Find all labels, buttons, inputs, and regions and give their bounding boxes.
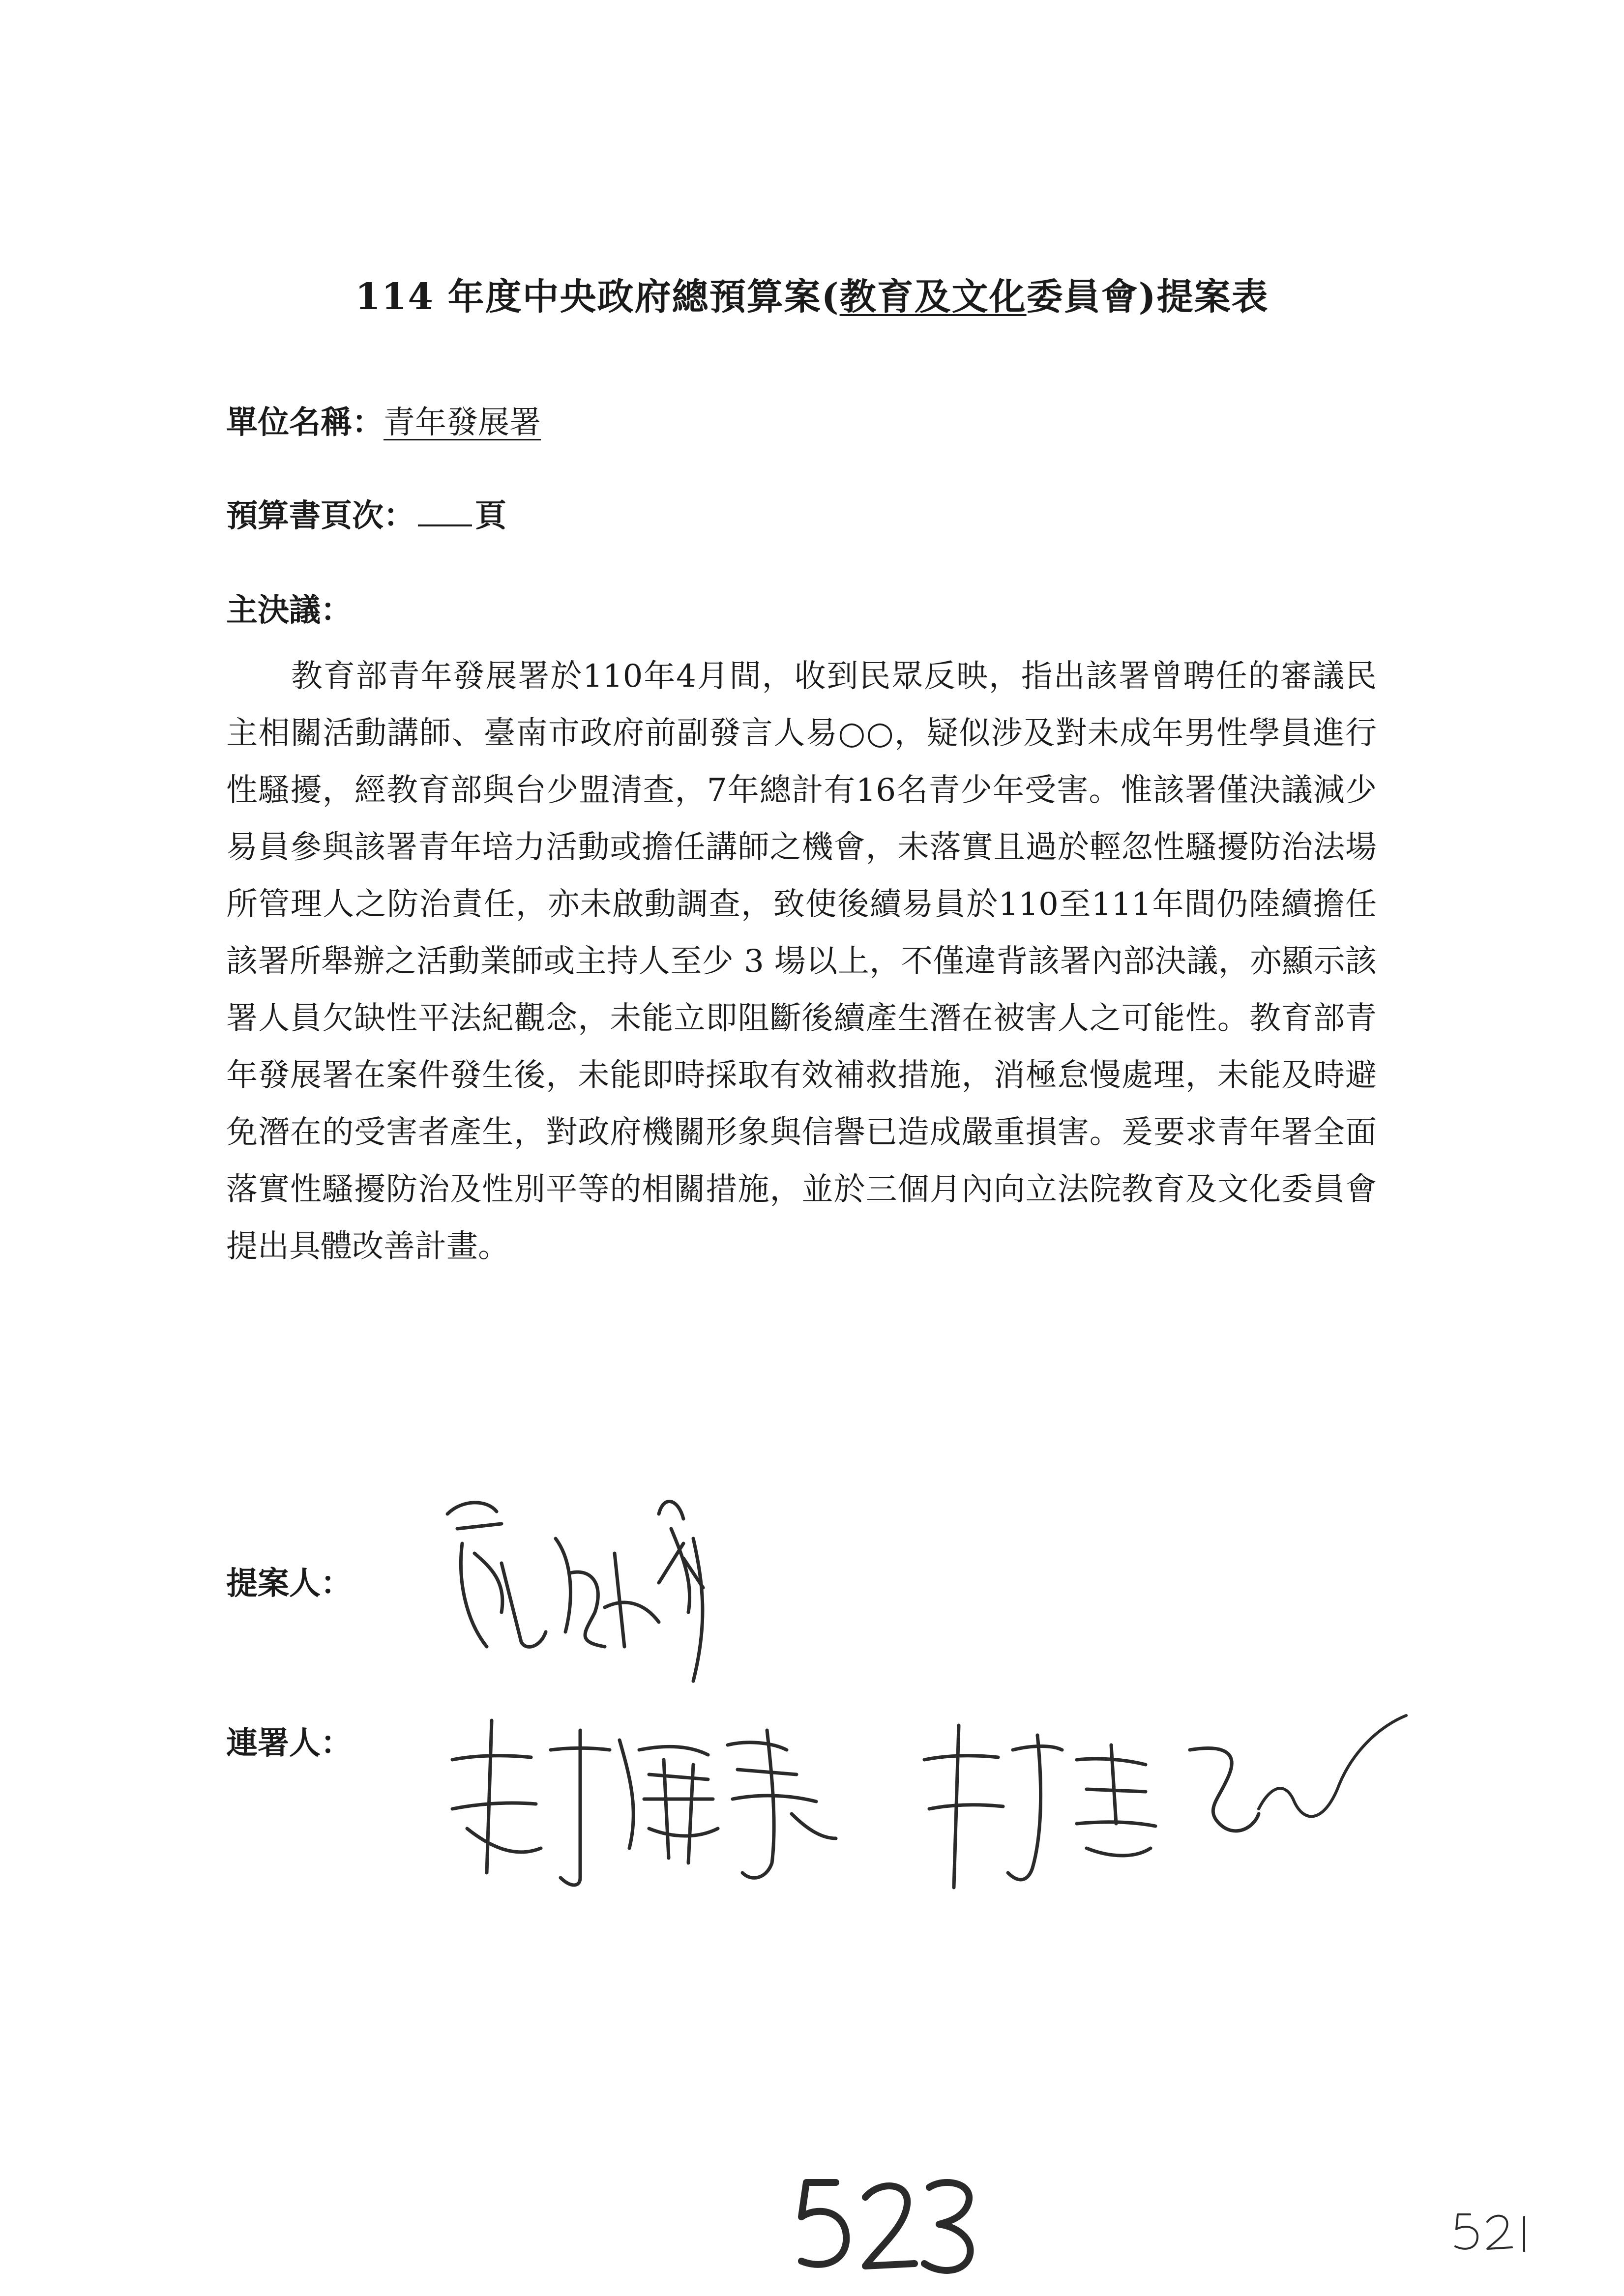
motion-body bbox=[226, 648, 1377, 1275]
cosigner-signature-1 bbox=[433, 1701, 856, 1917]
handwritten-page-number-523 bbox=[787, 2168, 993, 2281]
budget-page-blank bbox=[418, 496, 472, 526]
motion-heading: 主決議： bbox=[226, 592, 352, 629]
budget-page-label: 預算書頁次： bbox=[226, 497, 415, 534]
small-number-text: 521 bbox=[1450, 2202, 1451, 2203]
budget-page-suffix: 頁 bbox=[475, 497, 506, 534]
motion-text: 教育部青年發展署於110年4月間，收到民眾反映，指出該署曾聘任的審議民主相關活動講師、臺南市政府前副發言人易○○，疑似涉及對未成年男性學員進行性騷擾，經教育部與台少盟清查，7年總計有16名青少年受害。惟該署僅決議減少易員參與該署青年培力活動或擔任講師之機會，未落實且過於輕忽性騷擾防治法場所管理人之防治責任，亦未啟動調查，致使後續易員於110至111年間仍陸續擔任該署所舉辦之活動業師或主持人至少 3 場以上，不僅違背該署內部決議，亦顯示該署人員欠缺性平法紀觀念，未能立即阻斷後續產生潛在被害人之可能性。教育部青年發展署在案件發生後，未能即時採取有效補救措施，消極怠慢處理，未能及時避免潛在的受害者產生，對政府機關形象與信譽已造成嚴重損害。爰要求青年署全面落實性騷擾防治及性別平等的相關措施，並於三個月內向立法院教育及文化委員會提出具體改善計畫。 bbox=[226, 658, 1377, 1265]
unit-name-label: 單位名稱： bbox=[226, 404, 384, 441]
budget-page-row bbox=[226, 491, 506, 536]
unit-name-row bbox=[226, 397, 541, 442]
committee-name: 教育及文化 bbox=[839, 276, 1027, 318]
proposer-signature bbox=[428, 1484, 782, 1691]
cosigner-label: 連署人： bbox=[226, 1725, 352, 1762]
proposer-label: 提案人： bbox=[226, 1565, 352, 1602]
unit-name-value: 青年發展署 bbox=[384, 405, 541, 441]
cosigner-signature-2 bbox=[915, 1661, 1416, 1937]
handwritten-small-number-521 bbox=[1450, 2202, 1539, 2261]
document-title: 114 年度中央政府總預算案(教育及文化委員會)提案表 bbox=[355, 276, 1269, 318]
